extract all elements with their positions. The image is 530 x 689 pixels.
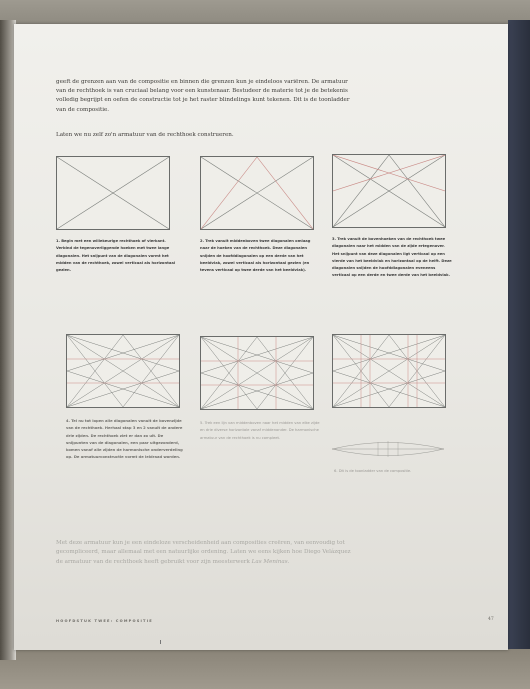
caption-step-6: 6. Dit is de toonladder van de compositie. bbox=[334, 469, 412, 473]
desk-background-bottom bbox=[0, 649, 530, 689]
figure-step-2 bbox=[200, 156, 314, 230]
book-page bbox=[14, 24, 508, 650]
caption-step-5: 5. Trek een lijn van middenboven naar het midden van elke zijde en drie diverse horizontale vanaf middenonder. De harmonische armatuur van de rechthoek is nu compleet. bbox=[200, 421, 320, 440]
intro-lead: Laten we nu zelf zo'n armatuur van de rechthoek construeren. bbox=[56, 132, 234, 138]
figure-step-6 bbox=[332, 334, 446, 408]
diagram-step-3 bbox=[333, 155, 445, 227]
figure-step-5 bbox=[200, 336, 314, 410]
caption-step-1: 1. Begin met een willekeurige rechthoek of vierkant. Verbind de tegenoverliggende hoeken met twee lange diagonalen. Het snijpunt van de diagonalen vormt het midden van de rechthoek, zowel verticaal als horizontaal gezien. bbox=[56, 239, 176, 273]
figure-step-3 bbox=[332, 154, 446, 228]
diagram-step-5 bbox=[201, 337, 313, 409]
caption-step-3: 3. Trek vanuit de bovenhoeken van de rechthoek twee diagonalen naar het midden van de zijde ertegenover. Het snijpunt van deze diagonalen ligt verticaal op een vierde van het beeldvlak en horizontaal op de helft. Deze diagonalen snijden de hoofddiagonalen eveneens verticaal op een derde en twee derde van het beeldvlak. bbox=[332, 237, 452, 278]
intro-text bbox=[56, 78, 356, 121]
scale-band bbox=[330, 438, 446, 460]
caption-step-2: 2. Trek vanuit middenboven twee diagonalen omlaag naar de hoeken van de rechthoek. Deze diagonalen snijden de hoofddiagonalen op een derde van het beeldvlak, zowel verticaal als horizontaal gezien (en tevens verticaal op twee derde van het beeldvlak). bbox=[200, 239, 311, 273]
intro-paragraph: geeft de grenzen aan van de compositie en binnen die grenzen kun je eindeloos variëren. De armatuur van de rechthoek is van cruciaal belang voor een kunstenaar. Bestudeer de materie tot je de betekenis volledig begrijpt en oefen de constructie tot je het raster blindelings kunt tekenen. Dit is de toonladder van de compositie. bbox=[56, 79, 350, 113]
caption-step-4: 4. Tel nu tot lopen alle diagonalen vanuit de bovenzijde van de rechthoek. Herhaal stap 3 en 2 vanuit de andere drie zijden. De rechthoek ziet er dan zo uit. De snijpunten van de diagonalen, een paar uitgezonderd, komen vanaf alle zijden de harmonische onderverdeling op. De armatuurconstructie vormt de leidraad worden. bbox=[66, 419, 183, 460]
chapter-footer: HOOFDSTUK TWEE: COMPOSITIE bbox=[56, 619, 153, 623]
diagram-step-2 bbox=[201, 157, 313, 229]
outro-text bbox=[56, 539, 356, 567]
figure-step-1 bbox=[56, 156, 170, 230]
outro-paragraph: Met deze armatuur kun je een eindeloze verscheidenheid aan composities creëren, van eenvoudig tot gecompliceerd, maar allemaal met een natuurlijke ordening. Laten we eens kijken hoe Diego Velázquez de armatuur van de rechthoek heeft gebruikt voor zijn meesterwerk bbox=[56, 540, 351, 565]
painting-title: Las Meninas. bbox=[251, 558, 290, 565]
page-number: 47 bbox=[488, 617, 494, 622]
desk-background-right bbox=[508, 20, 530, 660]
figure-step-4 bbox=[66, 334, 180, 408]
diagram-step-4 bbox=[67, 335, 179, 407]
page-mark bbox=[160, 640, 161, 644]
diagram-step-1 bbox=[57, 157, 169, 229]
diagram-step-6 bbox=[333, 335, 445, 407]
